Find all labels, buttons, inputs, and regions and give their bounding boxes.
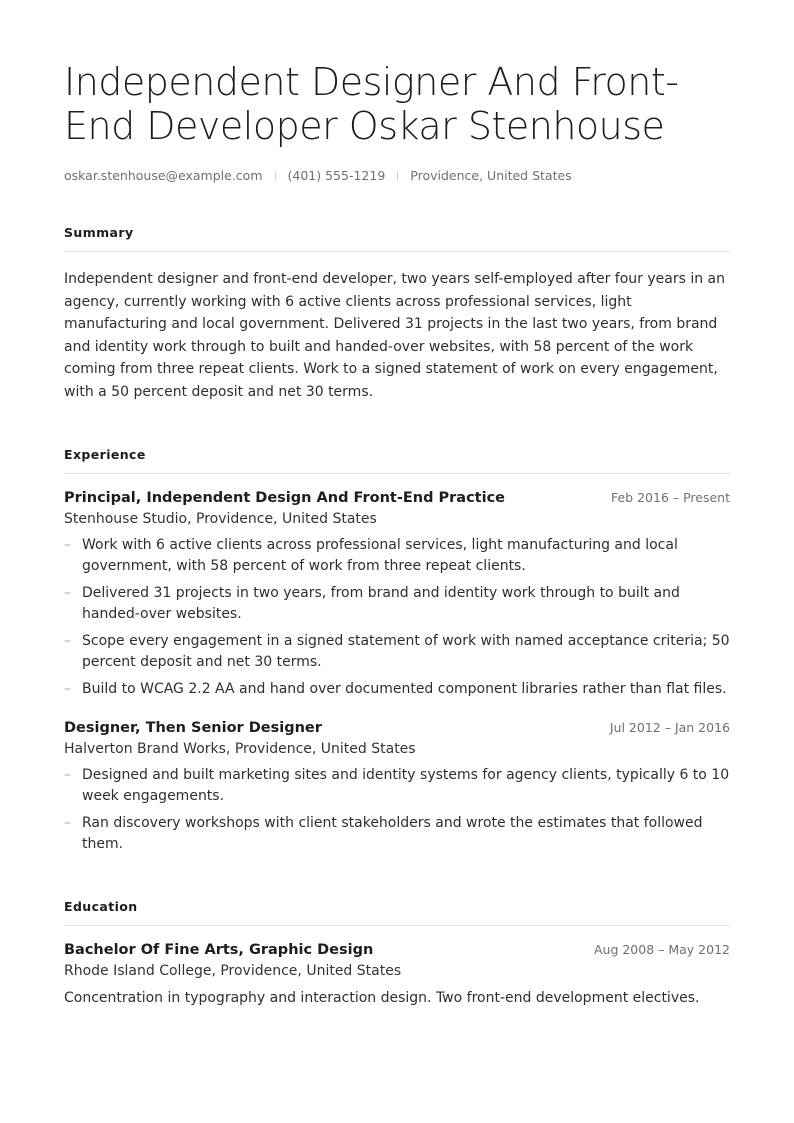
summary-section xyxy=(64,225,730,403)
job-company: Halverton Brand Works, Providence, United States xyxy=(64,741,416,757)
dash-icon: – xyxy=(64,767,71,783)
summary-text: Independent designer and front-end developer, two years self-employed after four years in an agency, currently working with 6 active clients across professional services, light manufacturing and local government. Delivered 31 projects in the last two years, from brand and identity work through to built and handed-over websites, with 58 percent of the work coming from three repeat clients. Work to a signed statement of work on every engagement, with a 50 percent deposit and net 30 terms. xyxy=(64,271,725,400)
job-company: Stenhouse Studio, Providence, United States xyxy=(64,511,377,527)
section-heading: Summary xyxy=(64,225,730,252)
entry-header xyxy=(64,720,730,736)
education-section xyxy=(64,899,730,1009)
list-item: – Work with 6 active clients across professional services, light manufacturing and local government, with 58 percent of work from three repeat clients. xyxy=(64,537,678,574)
section-heading: Education xyxy=(64,899,730,926)
divider xyxy=(275,171,276,181)
bullet-list xyxy=(64,765,730,855)
school-name: Rhode Island College, Providence, United States xyxy=(64,963,402,979)
dash-icon: – xyxy=(64,815,71,831)
entry-header xyxy=(64,942,730,958)
list-item: – Designed and built marketing sites and identity systems for agency clients, typically 6 to 10 week engagements. xyxy=(64,767,730,804)
education-dates: Aug 2008 – May 2012 xyxy=(593,942,730,957)
dash-icon: – xyxy=(64,537,71,553)
bullet-list xyxy=(64,535,730,700)
entry-header xyxy=(64,490,730,506)
job-title: Principal, Independent Design And Front-End Practice xyxy=(64,490,506,506)
page-title: Independent Designer And Front-End Developer Oskar Stenhouse xyxy=(64,60,679,148)
dash-icon: – xyxy=(64,681,71,697)
phone-link[interactable]: (401) 555-1219 xyxy=(287,168,386,183)
divider xyxy=(397,171,398,181)
job-dates: Jul 2012 – Jan 2016 xyxy=(609,720,730,735)
experience-section xyxy=(64,447,730,855)
list-item: – Delivered 31 projects in two years, from brand and identity work through to built and handed-over websites. xyxy=(64,585,680,622)
education-entry xyxy=(64,942,730,1009)
list-item: – Scope every engagement in a signed statement of work with named acceptance criteria; 50 percent deposit and net 30 terms. xyxy=(64,633,730,670)
list-item: – Ran discovery workshops with client stakeholders and wrote the estimates that followed them. xyxy=(64,815,703,852)
job-entry xyxy=(64,720,730,855)
dash-icon: – xyxy=(64,633,71,649)
list-item: – Build to WCAG 2.2 AA and hand over documented component libraries rather than flat files. xyxy=(64,679,730,700)
location-text: Providence, United States xyxy=(410,168,572,183)
contact-line xyxy=(64,168,730,183)
job-title: Designer, Then Senior Designer xyxy=(64,720,322,736)
job-dates: Feb 2016 – Present xyxy=(610,490,730,505)
job-entry xyxy=(64,490,730,700)
section-heading: Experience xyxy=(64,447,730,474)
email-link[interactable]: oskar.stenhouse@example.com xyxy=(64,168,263,183)
dash-icon: – xyxy=(64,585,71,601)
degree-title: Bachelor Of Fine Arts, Graphic Design xyxy=(64,942,374,958)
education-description: Concentration in typography and interaction design. Two front-end development electives. xyxy=(64,990,700,1006)
